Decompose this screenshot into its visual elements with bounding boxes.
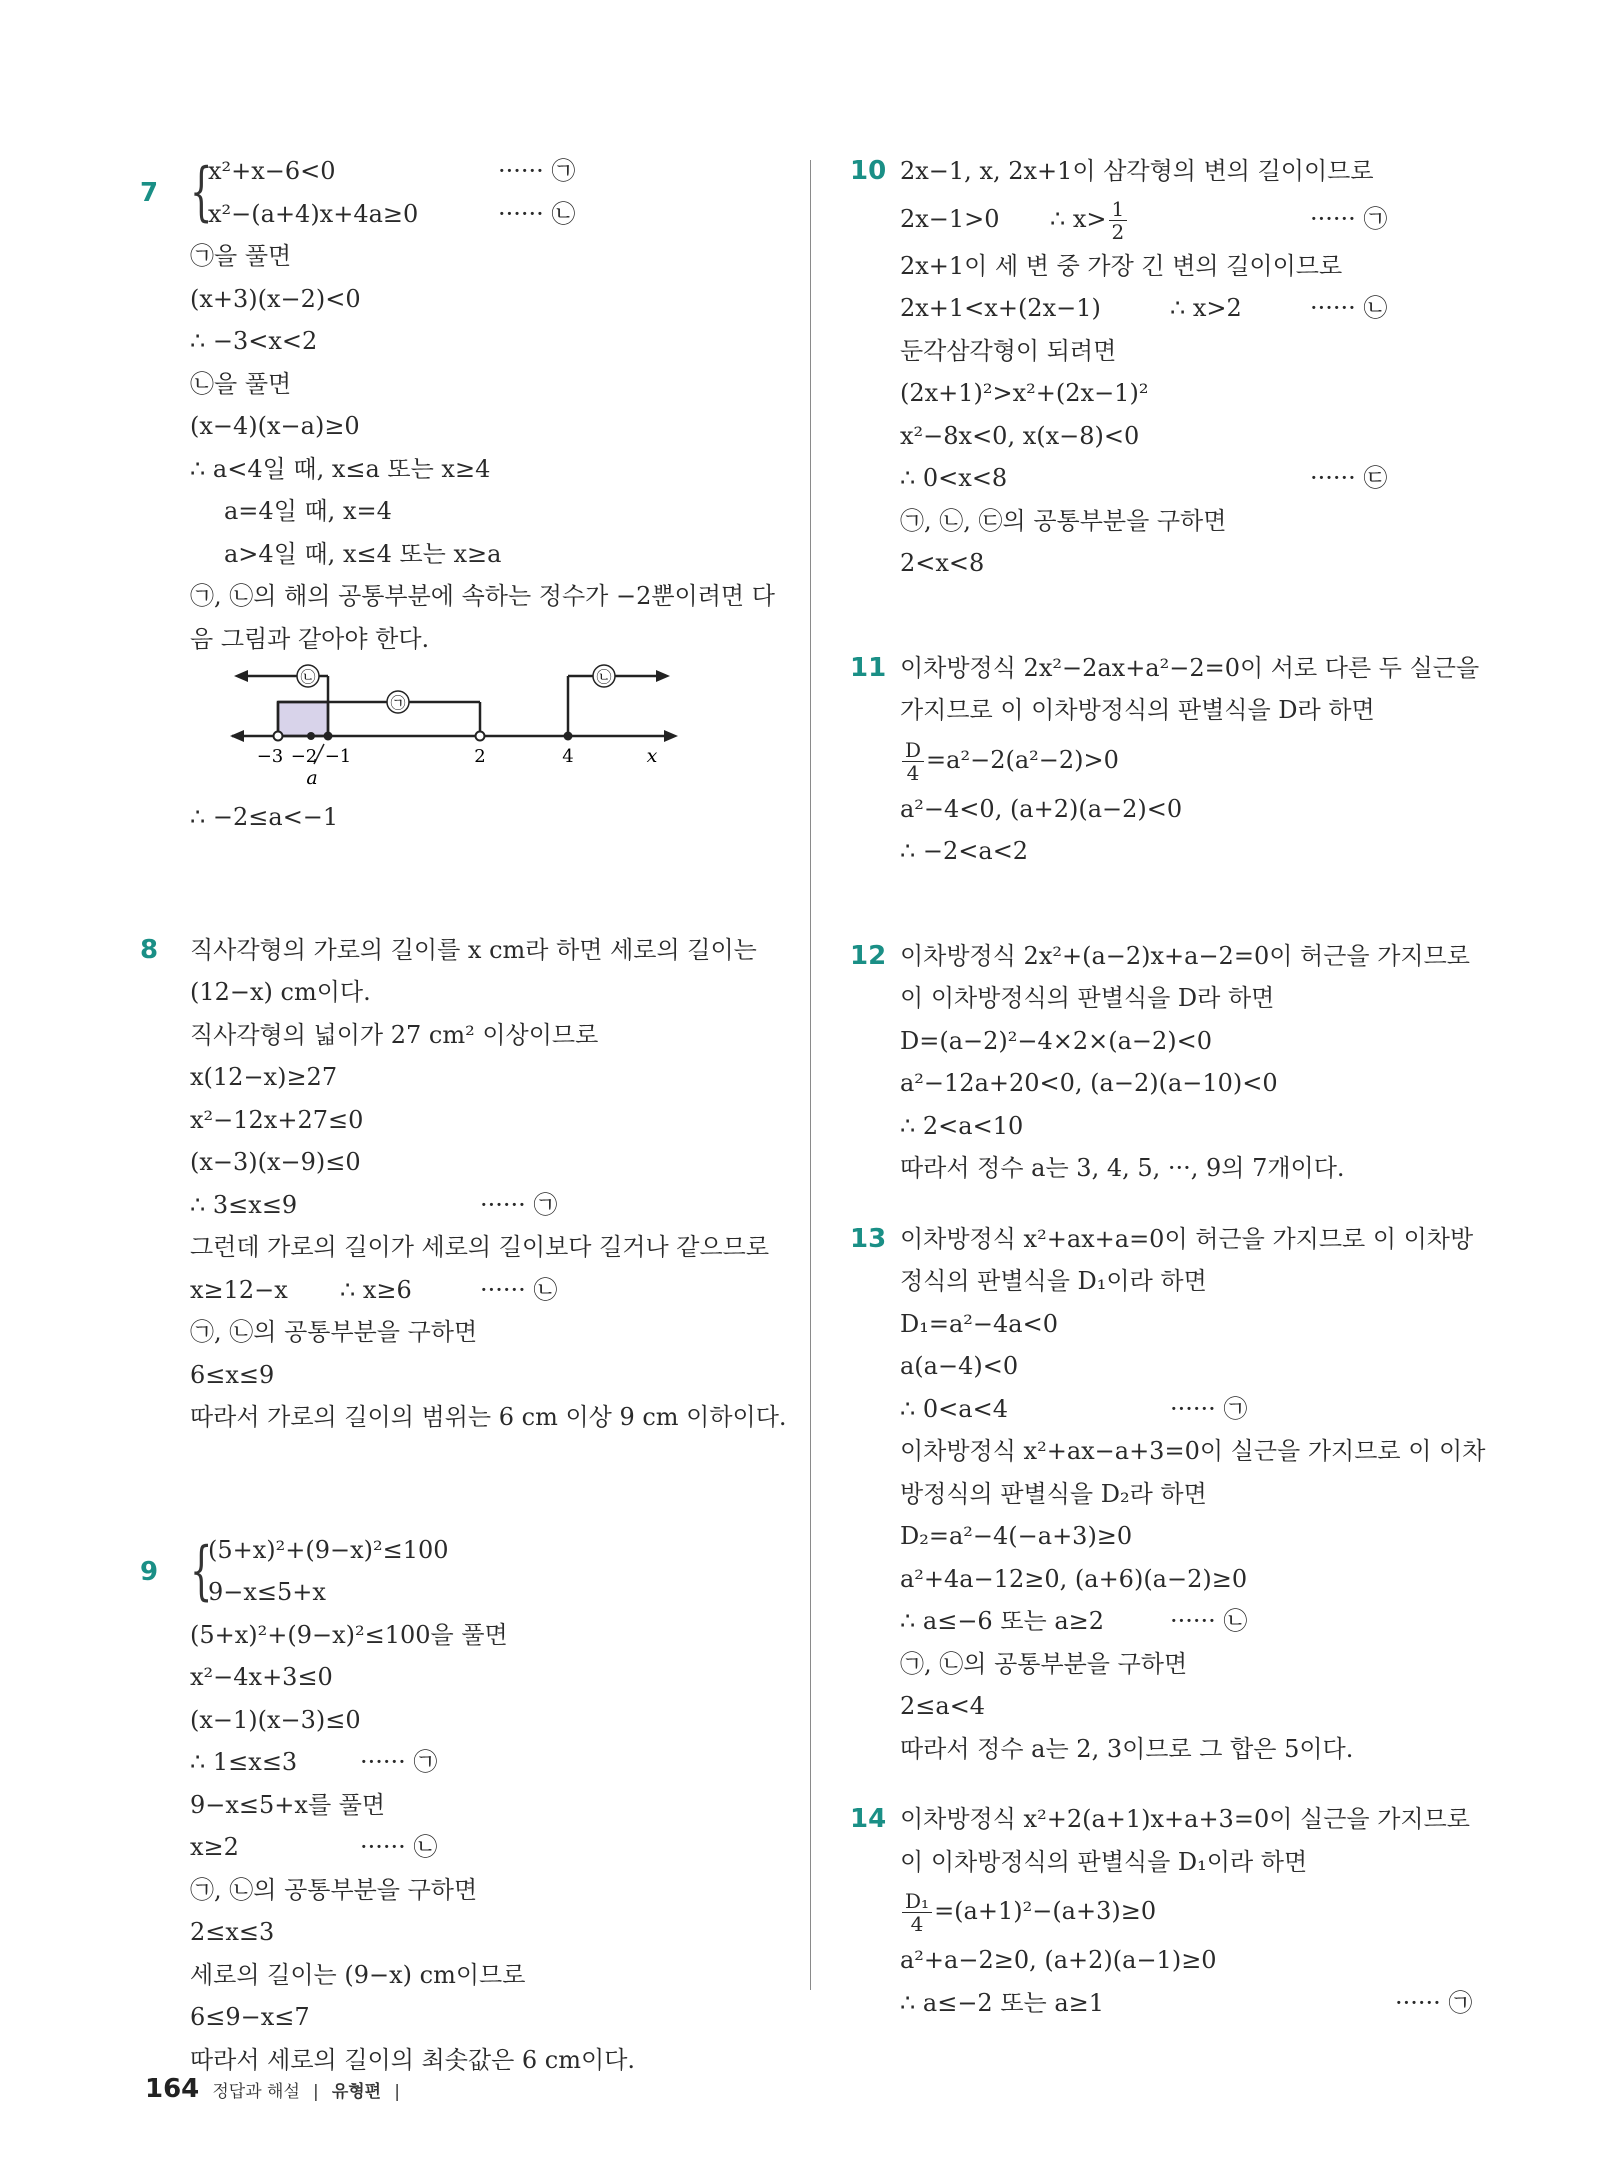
solution-line: 2x−1>0 xyxy=(900,204,1000,233)
solution-line: 2x+1<x+(2x−1) xyxy=(900,294,1101,322)
integer-point xyxy=(307,732,315,740)
tick-label: −2 xyxy=(290,746,318,767)
equation-tag: ······ ㉡ xyxy=(1170,1607,1248,1635)
solution-line: ∴ 0<x<8 xyxy=(900,464,1008,492)
problem-number: 14 xyxy=(850,1804,887,1834)
solution-line: 2x+1이 세 변 중 가장 긴 변의 길이이므로 xyxy=(900,251,1343,280)
problem-9 xyxy=(140,1529,780,2082)
problem-number: 8 xyxy=(140,934,159,965)
solution-line: ∴ x>2 xyxy=(1170,294,1242,322)
solution-line: 따라서 세로의 길이의 최솟값은 6 cm이다. xyxy=(190,2045,636,2074)
solution-line: =(a+1)²−(a+3)≥0 xyxy=(934,1897,1157,1925)
fraction: $\frac{1}{2}$ xyxy=(1109,198,1128,243)
solution-line: D₁=a²−4a<0 xyxy=(900,1309,1058,1338)
solution-line: x≥2 xyxy=(190,1833,239,1861)
solution-line: a²−4<0, (a+2)(a−2)<0 xyxy=(900,794,1183,823)
tick-label: −1 xyxy=(324,746,352,767)
right-column xyxy=(850,150,1490,2024)
solution-line: =a²−2(a²−2)>0 xyxy=(926,745,1119,774)
solution-line: ∴ 2<a<10 xyxy=(900,1111,1024,1140)
solution-line: x²−4x+3≤0 xyxy=(190,1663,333,1691)
equation-tag: ······ ㉠ xyxy=(1395,1988,1473,2017)
page-footer xyxy=(145,2074,400,2104)
equation-tag: ······ ㉡ xyxy=(480,1275,558,1304)
solution-line: x≥12−x xyxy=(190,1275,288,1304)
solution-line: ㉠, ㉡의 공통부분을 구하면 xyxy=(190,1318,478,1346)
solution-paragraph: 직사각형의 가로의 길이를 x cm라 하면 세로의 길이는 (12−x) cm이다. xyxy=(190,935,757,1006)
column-divider xyxy=(810,160,811,1990)
solution-line: 따라서 정수 a는 2, 3이므로 그 합은 5이다. xyxy=(900,1734,1354,1763)
solution-line: a²+a−2≥0, (a+2)(a−1)≥0 xyxy=(900,1946,1217,1974)
fraction: $\frac{D}{4}$ xyxy=(902,739,924,784)
problem-number: 11 xyxy=(850,652,887,683)
footer-separator: | xyxy=(394,2082,400,2102)
axis-arrow-right xyxy=(664,730,678,742)
problem-11 xyxy=(850,647,1490,873)
left-column xyxy=(140,150,787,2081)
solution-paragraph: 이차방정식 2x²−2ax+a²−2=0이 서로 다른 두 실근을 가지므로 이 이차방정식의 판별식을 D라 하면 xyxy=(900,653,1480,724)
equation-tag: ······ ㉠ xyxy=(1170,1394,1248,1423)
solution-line: (x+3)(x−2)<0 xyxy=(190,284,361,313)
solution-line: ㉠, ㉡, ㉢의 공통부분을 구하면 xyxy=(900,506,1227,535)
solution-line: ㉠, ㉡의 공통부분을 구하면 xyxy=(190,1875,478,1904)
solution-line: D₂=a²−4(−a+3)≥0 xyxy=(900,1522,1133,1550)
equation-tag: ······ ㉡ xyxy=(498,199,576,228)
solution-line: ∴ a≤−6 또는 a≥2 xyxy=(900,1607,1105,1635)
problem-12 xyxy=(850,935,1490,1190)
solution-line: 2≤a<4 xyxy=(900,1692,986,1720)
solution-line: 9−x≤5+x를 풀면 xyxy=(190,1790,386,1819)
problem-8 xyxy=(140,929,787,1439)
solution-line: (x−3)(x−9)≤0 xyxy=(190,1148,361,1176)
problem-number: 7 xyxy=(140,178,159,208)
problem-7 xyxy=(140,150,780,839)
tick-label: −3 xyxy=(256,746,284,767)
problem-14 xyxy=(850,1798,1490,2024)
solution-line: ㉠, ㉡의 공통부분을 구하면 xyxy=(900,1649,1188,1678)
number-line-diagram xyxy=(230,664,690,794)
shaded-region xyxy=(278,702,328,736)
system-line: x²+x−6<0 xyxy=(208,157,336,185)
equation-tag: ······ ㉠ xyxy=(1310,204,1388,233)
solution-paragraph: 이차방정식 x²+2(a+1)x+a+3=0이 실근을 가지므로 이 이차방정식의 판별식을 D₁이라 하면 xyxy=(900,1805,1470,1876)
solution-line: 2x−1, x, 2x+1이 삼각형의 변의 길이이므로 xyxy=(900,157,1374,185)
solution-line: D=(a−2)²−4×2×(a−2)<0 xyxy=(900,1026,1213,1055)
equation-tag: ······ ㉢ xyxy=(1310,464,1388,492)
solution-line: (5+x)²+(9−x)²≤100을 풀면 xyxy=(190,1620,508,1649)
solution-line: ∴ 1≤x≤3 xyxy=(190,1748,298,1776)
axis-arrow-left xyxy=(230,730,244,742)
solution-line: 따라서 가로의 길이의 범위는 6 cm 이상 9 cm 이하이다. xyxy=(190,1403,787,1431)
solution-line: 6≤9−x≤7 xyxy=(190,2003,310,2031)
answer-line: ∴ −2≤a<−1 xyxy=(190,803,339,831)
system-line: (5+x)²+(9−x)²≤100 xyxy=(208,1535,449,1564)
equation-tag: ······ ㉡ xyxy=(1310,294,1388,322)
solution-paragraph: 이차방정식 2x²+(a−2)x+a−2=0이 허근을 가지므로 이 이차방정식의 판별식을 D라 하면 xyxy=(900,941,1470,1012)
solution-line: a=4일 때, x=4 xyxy=(224,497,392,525)
solution-line: (2x+1)²>x²+(2x−1)² xyxy=(900,379,1149,407)
inequality-system xyxy=(190,1529,780,1614)
solution-line: 직사각형의 넓이가 27 cm² 이상이므로 xyxy=(190,1020,599,1049)
solution-line: (x−4)(x−a)≥0 xyxy=(190,412,360,440)
solution-line: (x−1)(x−3)≤0 xyxy=(190,1705,361,1734)
tick-label: 2 xyxy=(474,746,486,767)
system-line: x²−(a+4)x+4a≥0 xyxy=(208,199,419,228)
footer-separator: | xyxy=(312,2082,319,2102)
a-label: a xyxy=(306,767,318,789)
solution-line: 따라서 정수 a는 3, 4, 5, ···, 9의 7개이다. xyxy=(900,1154,1345,1182)
region-label: ㉡ xyxy=(300,668,316,686)
solution-paragraph: 이차방정식 x²+ax+a=0이 허근을 가지므로 이 이차방정식의 판별식을 D₁이라 하면 xyxy=(900,1224,1474,1295)
region-label: ㉡ xyxy=(596,668,612,686)
brace-icon: { xyxy=(190,155,213,229)
solution-line: 2<x<8 xyxy=(900,549,985,577)
problem-number: 12 xyxy=(850,940,887,971)
solution-line: ∴ 0<a<4 xyxy=(900,1394,1008,1423)
solution-paragraph: ㉠, ㉡의 해의 공통부분에 속하는 정수가 −2뿐이려면 다음 그림과 같아야 한다. xyxy=(190,582,775,653)
inequality-system xyxy=(190,150,780,235)
footer-title: 정답과 해설 xyxy=(212,2082,300,2102)
tick-label: 4 xyxy=(562,746,574,767)
solution-line: x²−8x<0, x(x−8)<0 xyxy=(900,421,1140,450)
solution-line: ∴ −3<x<2 xyxy=(190,327,318,355)
equation-tag: ······ ㉠ xyxy=(360,1748,438,1776)
problem-number: 9 xyxy=(140,1556,159,1587)
equation-tag: ······ ㉠ xyxy=(498,157,576,185)
closed-point xyxy=(564,732,573,741)
closed-point xyxy=(324,732,333,741)
brace-icon: { xyxy=(190,1533,213,1608)
open-point xyxy=(274,732,283,741)
solution-line: ㉠을 풀면 xyxy=(190,242,292,270)
problem-number: 10 xyxy=(850,156,887,186)
solution-line: 둔각삼각형이 되려면 xyxy=(900,336,1117,365)
solution-line: ∴ a<4일 때, x≤a 또는 x≥4 xyxy=(190,454,491,483)
solution-line: a(a−4)<0 xyxy=(900,1352,1019,1380)
footer-section: 유형편 xyxy=(331,2082,382,2102)
problem-13 xyxy=(850,1218,1490,1771)
problem-number: 13 xyxy=(850,1223,887,1254)
system-line: 9−x≤5+x xyxy=(208,1578,326,1606)
fraction: $\frac{\text{D₁}}{4}$ xyxy=(902,1890,932,1935)
equation-tag: ······ ㉡ xyxy=(360,1833,438,1861)
region-arrow-right xyxy=(656,670,670,682)
solution-line: 2≤x≤3 xyxy=(190,1918,275,1946)
equation-tag: ······ ㉠ xyxy=(480,1190,558,1219)
solution-line: a²+4a−12≥0, (a+6)(a−2)≥0 xyxy=(900,1564,1248,1593)
solution-line: a>4일 때, x≤4 또는 x≥a xyxy=(224,539,502,568)
open-point xyxy=(476,732,485,741)
solution-paragraph: 이차방정식 x²+ax−a+3=0이 실근을 가지므로 이 이차방정식의 판별식을 D₂라 하면 xyxy=(900,1437,1486,1508)
solution-line: ∴ 3≤x≤9 xyxy=(190,1190,298,1219)
solution-line: ∴ a≤−2 또는 a≥1 xyxy=(900,1988,1105,2017)
axis-variable-label: x xyxy=(646,745,658,767)
solution-line: ∴ x> xyxy=(1050,204,1107,233)
solution-line: a²−12a+20<0, (a−2)(a−10)<0 xyxy=(900,1069,1278,1097)
region-arrow-left xyxy=(234,670,248,682)
solution-line: 6≤x≤9 xyxy=(190,1360,275,1389)
solution-line: x²−12x+27≤0 xyxy=(190,1105,364,1134)
page-number: 164 xyxy=(145,2074,200,2104)
problem-10 xyxy=(850,150,1490,585)
solution-line: ∴ x≥6 xyxy=(340,1275,412,1304)
region-label: ㉠ xyxy=(390,694,406,712)
solution-paragraph: 그런데 가로의 길이가 세로의 길이보다 길거나 같으므로 xyxy=(190,1233,770,1261)
solution-line: ㉡을 풀면 xyxy=(190,369,292,398)
solution-line: ∴ −2<a<2 xyxy=(900,837,1029,865)
solution-line: x(12−x)≥27 xyxy=(190,1063,338,1091)
solution-line: 세로의 길이는 (9−x) cm이므로 xyxy=(190,1960,526,1989)
